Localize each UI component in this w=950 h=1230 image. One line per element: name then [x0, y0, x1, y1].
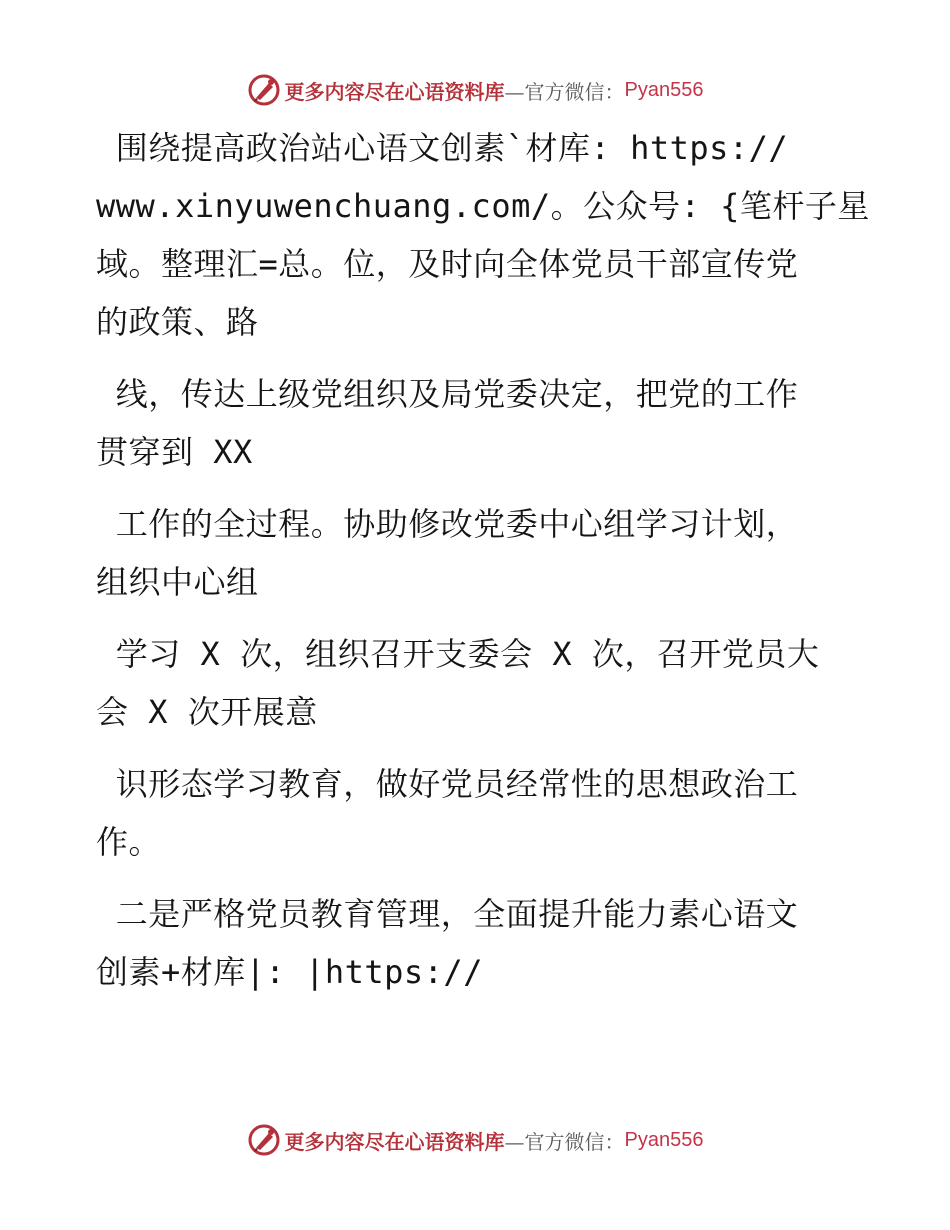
text-line: 线，传达上级党组织及局党委决定，把党的工作 — [96, 375, 799, 413]
banner-wechat-id: Pyan556 — [624, 1128, 704, 1151]
text-line: 贯穿到 XX — [96, 433, 253, 471]
text-line: 识形态学习教育，做好党员经常性的思想政治工 — [96, 765, 799, 803]
text-line: 工作的全过程。协助修改党委中心组学习计划， — [96, 505, 799, 543]
text-line: 作。 — [96, 823, 162, 861]
banner-wechat-id: Pyan556 — [624, 78, 704, 101]
banner-title: 更多内容尽在心语资料库 — [284, 1129, 505, 1154]
text-line: 组织中心组 — [96, 563, 259, 601]
pen-logo-icon — [247, 73, 281, 107]
banner-separator: —官方微信： — [504, 1129, 625, 1154]
banner-separator: —官方微信： — [504, 79, 625, 104]
footer-banner — [0, 1120, 950, 1160]
banner-title: 更多内容尽在心语资料库 — [284, 79, 505, 104]
text-line: 的政策、路 — [96, 303, 259, 341]
pen-logo-icon — [247, 1123, 281, 1157]
text-line: 会 X 次开展意 — [96, 693, 318, 731]
text-line: 创素+材库|: |https:// — [96, 953, 483, 991]
text-line: www.xinyuwenchuang.com/。公众号: {笔杆子星 — [96, 187, 870, 225]
text-line: 域。整理汇=总。位，及时向全体党员干部宣传党 — [96, 245, 799, 283]
text-line: 二是严格党员教育管理，全面提升能力素心语文 — [96, 895, 799, 933]
header-banner — [0, 70, 950, 110]
text-line: 学习 X 次，组织召开支委会 X 次，召开党员大 — [96, 635, 820, 673]
text-line: 围绕提高政治站心语文创素`材库: https:// — [96, 129, 789, 167]
